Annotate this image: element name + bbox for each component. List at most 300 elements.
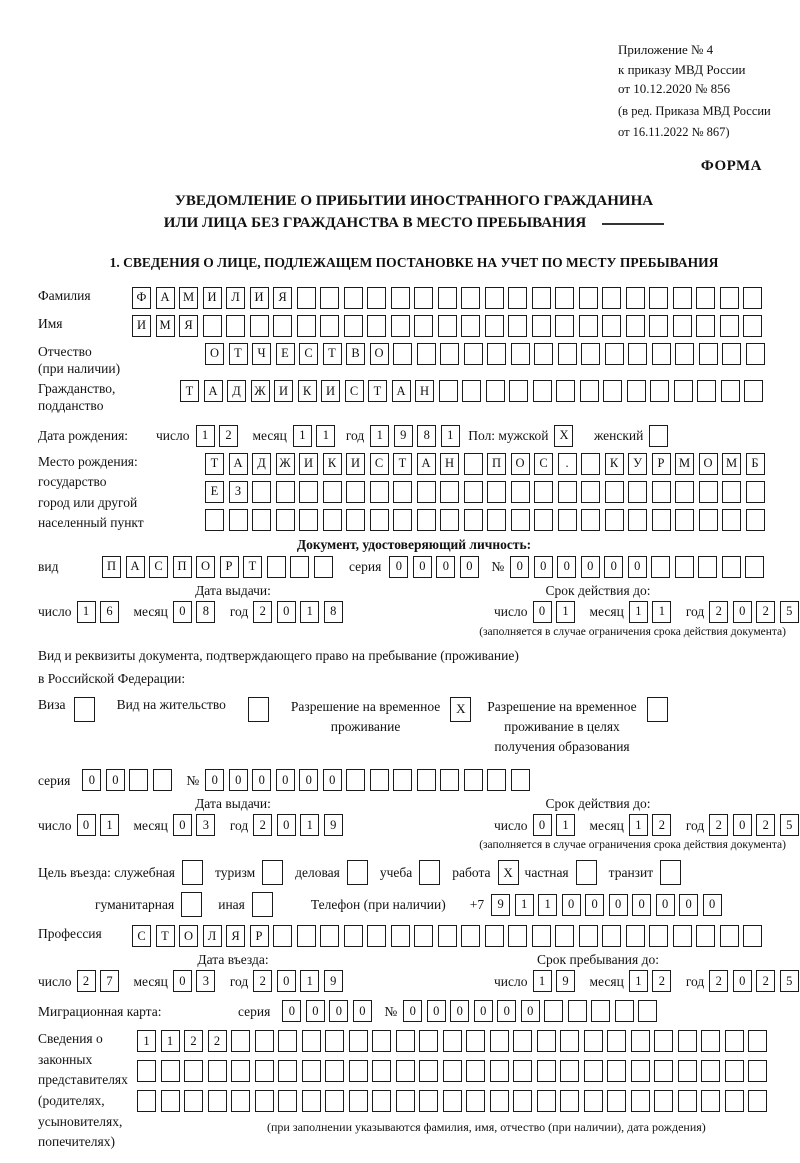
patronymic-row bbox=[38, 343, 790, 378]
form-cell bbox=[414, 925, 433, 947]
form-cell: 1 bbox=[300, 814, 319, 836]
form-cell: 0 bbox=[474, 1000, 493, 1022]
form-cell: Р bbox=[652, 453, 671, 475]
citizenship-row bbox=[38, 380, 790, 415]
form-cell: 2 bbox=[253, 970, 272, 992]
form-cell bbox=[675, 556, 694, 578]
transit-label: транзит bbox=[608, 865, 654, 881]
form-cell bbox=[184, 1090, 203, 1112]
form-cell: 0 bbox=[510, 556, 529, 578]
birth-place-block bbox=[38, 453, 790, 535]
form-cell: Я bbox=[273, 287, 292, 309]
temp-residence-option bbox=[291, 697, 471, 738]
form-cell: 0 bbox=[106, 769, 125, 791]
edu-residence-label: Разрешение на временное проживание в целях получения образования bbox=[487, 698, 637, 755]
form-cell bbox=[628, 343, 647, 365]
entry-date-label: Дата въезда: bbox=[197, 952, 269, 968]
form-cell bbox=[602, 315, 621, 337]
purpose-row-2 bbox=[38, 892, 790, 917]
form-cell bbox=[393, 509, 412, 531]
form-cell bbox=[537, 1030, 556, 1052]
tourism-label: туризм bbox=[215, 865, 256, 881]
form-cell bbox=[250, 315, 269, 337]
form-cell bbox=[534, 343, 553, 365]
sex-male-label: Пол: мужской bbox=[468, 427, 549, 443]
form-cell: 2 bbox=[709, 601, 728, 623]
phone-prefix: +7 bbox=[469, 897, 485, 913]
profession-cells bbox=[132, 925, 767, 947]
residence-valid-year bbox=[709, 814, 800, 836]
form-cell: 2 bbox=[756, 601, 775, 623]
migration-number-cells bbox=[403, 1000, 662, 1022]
form-cell bbox=[414, 287, 433, 309]
form-cell: 6 bbox=[100, 601, 119, 623]
form-cell bbox=[725, 1060, 744, 1082]
residence-permit-option bbox=[117, 697, 269, 722]
form-cell: А bbox=[156, 287, 175, 309]
form-cell bbox=[647, 697, 668, 722]
form-cell: М bbox=[722, 453, 741, 475]
form-cell: 0 bbox=[353, 1000, 372, 1022]
form-cell bbox=[346, 769, 365, 791]
form-cell bbox=[464, 509, 483, 531]
form-cell: 7 bbox=[100, 970, 119, 992]
form-cell bbox=[461, 925, 480, 947]
header-subline: (в ред. Приказа МВД России bbox=[618, 103, 771, 118]
form-cell bbox=[349, 1090, 368, 1112]
form-cell bbox=[748, 1090, 767, 1112]
form-cell bbox=[603, 380, 622, 402]
form-cell bbox=[267, 556, 286, 578]
form-cell bbox=[678, 1090, 697, 1112]
form-cell bbox=[464, 453, 483, 475]
form-cell: 0 bbox=[77, 814, 96, 836]
document-header bbox=[618, 40, 790, 142]
form-cell bbox=[391, 925, 410, 947]
form-cell: У bbox=[628, 453, 647, 475]
doc-valid-day bbox=[533, 601, 580, 623]
form-cell bbox=[297, 315, 316, 337]
form-cell bbox=[255, 1030, 274, 1052]
tourism-checkbox bbox=[262, 860, 283, 885]
form-cell bbox=[349, 1060, 368, 1082]
stay-year bbox=[709, 970, 800, 992]
birth-place-row1 bbox=[205, 453, 769, 475]
form-cell bbox=[276, 481, 295, 503]
profession-label: Профессия bbox=[38, 926, 102, 942]
form-cell bbox=[568, 1000, 587, 1022]
form-cell bbox=[302, 1030, 321, 1052]
form-cell bbox=[628, 509, 647, 531]
form-cell: 0 bbox=[562, 894, 581, 916]
form-cell: 0 bbox=[581, 556, 600, 578]
form-cell: 0 bbox=[521, 1000, 540, 1022]
form-cell bbox=[537, 1090, 556, 1112]
form-cell: Т bbox=[393, 453, 412, 475]
form-cell bbox=[696, 287, 715, 309]
form-cell bbox=[372, 1060, 391, 1082]
doc-valid-month bbox=[629, 601, 676, 623]
form-cell bbox=[698, 556, 717, 578]
form-cell bbox=[393, 343, 412, 365]
form-cell bbox=[443, 1030, 462, 1052]
purpose-label: Цель въезда: служебная bbox=[38, 865, 175, 881]
form-cell bbox=[248, 697, 269, 722]
form-cell: П bbox=[102, 556, 121, 578]
form-cell: 0 bbox=[497, 1000, 516, 1022]
form-cell: 0 bbox=[533, 814, 552, 836]
form-cell: 2 bbox=[253, 814, 272, 836]
form-cell: И bbox=[274, 380, 293, 402]
form-cell bbox=[325, 1060, 344, 1082]
form-cell: 1 bbox=[137, 1030, 156, 1052]
form-cell bbox=[487, 343, 506, 365]
form-cell bbox=[184, 1060, 203, 1082]
phone-cells bbox=[491, 894, 726, 916]
form-cell: И bbox=[132, 315, 151, 337]
form-cell bbox=[255, 1060, 274, 1082]
form-cell bbox=[534, 509, 553, 531]
name-cells bbox=[132, 315, 767, 337]
form-cell bbox=[701, 1030, 720, 1052]
form-cell bbox=[417, 343, 436, 365]
form-cell bbox=[602, 287, 621, 309]
form-cell bbox=[262, 860, 283, 885]
form-cell bbox=[654, 1030, 673, 1052]
form-cell bbox=[675, 509, 694, 531]
form-cell bbox=[675, 481, 694, 503]
form-cell: О bbox=[370, 343, 389, 365]
migration-card-row: Миграционная карта: серия 0 0 0 0 № 0 0 0 0 0 0 bbox=[38, 1000, 790, 1022]
form-cell: 0 bbox=[703, 894, 722, 916]
form-cell bbox=[417, 481, 436, 503]
form-cell: 1 bbox=[316, 425, 335, 447]
official-checkbox bbox=[182, 860, 203, 885]
form-cell: 9 bbox=[324, 814, 343, 836]
day-label: число bbox=[156, 427, 190, 443]
form-cell: 2 bbox=[253, 601, 272, 623]
form-cell: 0 bbox=[323, 769, 342, 791]
representatives-row3 bbox=[137, 1090, 772, 1112]
doc-issue-day bbox=[77, 601, 124, 623]
citizenship-cells bbox=[180, 380, 768, 402]
form-cell bbox=[628, 481, 647, 503]
form-cell bbox=[584, 1030, 603, 1052]
form-cell bbox=[581, 481, 600, 503]
form-cell: 3 bbox=[196, 814, 215, 836]
form-cell: Т bbox=[368, 380, 387, 402]
form-cell bbox=[511, 481, 530, 503]
form-cell: З bbox=[229, 481, 248, 503]
residence-type-row bbox=[38, 697, 790, 758]
form-cell: О bbox=[196, 556, 215, 578]
form-cell bbox=[513, 1030, 532, 1052]
form-cell: 2 bbox=[756, 970, 775, 992]
form-cell: Р bbox=[250, 925, 269, 947]
form-cell bbox=[615, 1000, 634, 1022]
form-cell bbox=[487, 509, 506, 531]
form-cell: 0 bbox=[277, 814, 296, 836]
purpose-row bbox=[38, 860, 790, 885]
form-cell bbox=[297, 287, 316, 309]
birth-place-cell-rows bbox=[205, 453, 769, 531]
form-cell bbox=[320, 287, 339, 309]
form-cell bbox=[153, 769, 172, 791]
form-cell: 0 bbox=[389, 556, 408, 578]
surname-label: Фамилия bbox=[38, 287, 91, 303]
visa-checkbox bbox=[74, 697, 95, 722]
year-label: год bbox=[345, 427, 365, 443]
header-line: к приказу МВД России bbox=[618, 61, 746, 77]
form-cell: А bbox=[417, 453, 436, 475]
form-cell bbox=[302, 1060, 321, 1082]
surname-cells bbox=[132, 287, 767, 309]
form-cell bbox=[208, 1090, 227, 1112]
form-cell: 0 bbox=[450, 1000, 469, 1022]
form-cell bbox=[182, 860, 203, 885]
title-line1: УВЕДОМЛЕНИЕ О ПРИБЫТИИ ИНОСТРАННОГО ГРАЖДАНИНА bbox=[174, 193, 654, 209]
form-cell bbox=[660, 860, 681, 885]
form-cell: 9 bbox=[324, 970, 343, 992]
form-cell bbox=[722, 556, 741, 578]
form-cell bbox=[699, 509, 718, 531]
form-cell bbox=[393, 769, 412, 791]
form-cell bbox=[560, 1030, 579, 1052]
form-cell: 0 bbox=[557, 556, 576, 578]
temp-residence-label: Разрешение на временное проживание bbox=[290, 698, 441, 734]
form-cell bbox=[208, 1060, 227, 1082]
form-cell bbox=[579, 925, 598, 947]
work-checkbox bbox=[498, 860, 519, 885]
form-cell: 0 bbox=[656, 894, 675, 916]
form-cell bbox=[746, 509, 765, 531]
form-cell: 8 bbox=[196, 601, 215, 623]
form-cell bbox=[439, 380, 458, 402]
form-cell: 0 bbox=[534, 556, 553, 578]
form-cell: 1 bbox=[441, 425, 460, 447]
form-cell: И bbox=[203, 287, 222, 309]
form-cell bbox=[673, 287, 692, 309]
form-cell bbox=[367, 287, 386, 309]
name-row bbox=[38, 315, 790, 337]
form-cell: О bbox=[699, 453, 718, 475]
page-title bbox=[38, 191, 790, 235]
form-cell: 0 bbox=[277, 970, 296, 992]
form-cell bbox=[464, 481, 483, 503]
form-cell: 2 bbox=[652, 970, 671, 992]
form-cell bbox=[419, 1090, 438, 1112]
form-cell bbox=[461, 287, 480, 309]
form-cell bbox=[649, 287, 668, 309]
residence-valid-day bbox=[533, 814, 580, 836]
form-cell bbox=[391, 315, 410, 337]
form-cell bbox=[649, 315, 668, 337]
form-cell bbox=[638, 1000, 657, 1022]
form-cell bbox=[278, 1030, 297, 1052]
form-cell bbox=[205, 509, 224, 531]
form-cell bbox=[675, 343, 694, 365]
form-cell bbox=[626, 287, 645, 309]
form-cell bbox=[605, 481, 624, 503]
form-cell bbox=[744, 380, 763, 402]
doc-issue-group: Дата выдачи: число 1 6 месяц 0 8 год 2 0 1 8 bbox=[38, 583, 428, 623]
representatives-row2 bbox=[137, 1060, 772, 1082]
form-cell bbox=[556, 380, 575, 402]
form-cell: 0 bbox=[733, 814, 752, 836]
form-cell bbox=[161, 1060, 180, 1082]
form-cell bbox=[486, 380, 505, 402]
form-cell: 2 bbox=[709, 814, 728, 836]
form-cell: 0 bbox=[173, 601, 192, 623]
form-cell bbox=[462, 380, 481, 402]
representatives-cell-rows bbox=[137, 1030, 772, 1153]
stay-until-label: Срок пребывания до: bbox=[537, 952, 659, 968]
form-cell: И bbox=[299, 453, 318, 475]
form-cell: Б bbox=[746, 453, 765, 475]
form-cell: Ф bbox=[132, 287, 151, 309]
study-label: учеба bbox=[379, 865, 413, 881]
form-cell bbox=[745, 556, 764, 578]
form-cell bbox=[273, 925, 292, 947]
form-cell: 9 bbox=[394, 425, 413, 447]
form-cell: Е bbox=[205, 481, 224, 503]
citizenship-label: Гражданство, подданство bbox=[38, 381, 116, 414]
form-cell: Т bbox=[243, 556, 262, 578]
surname-row bbox=[38, 287, 790, 309]
form-cell bbox=[440, 481, 459, 503]
residence-dates bbox=[38, 796, 793, 836]
form-cell bbox=[129, 769, 148, 791]
form-cell bbox=[537, 1060, 556, 1082]
form-cell bbox=[252, 892, 273, 917]
form-cell: 5 bbox=[780, 970, 799, 992]
form-cell: А bbox=[229, 453, 248, 475]
form-cell bbox=[558, 343, 577, 365]
form-cell: С bbox=[370, 453, 389, 475]
form-cell bbox=[466, 1030, 485, 1052]
form-cell bbox=[344, 287, 363, 309]
form-cell bbox=[370, 509, 389, 531]
form-cell bbox=[372, 1030, 391, 1052]
stay-day bbox=[533, 970, 580, 992]
form-cell bbox=[290, 556, 309, 578]
form-cell: 5 bbox=[780, 601, 799, 623]
form-cell: 1 bbox=[370, 425, 389, 447]
form-cell: Т bbox=[323, 343, 342, 365]
birth-date-row bbox=[38, 425, 790, 447]
form-cell: М bbox=[156, 315, 175, 337]
form-cell bbox=[419, 1030, 438, 1052]
form-cell: X bbox=[450, 697, 471, 722]
birth-month-cells bbox=[293, 425, 340, 447]
sex-male-checkbox bbox=[554, 425, 578, 447]
birth-place-row2 bbox=[205, 481, 769, 503]
form-cell: П bbox=[487, 453, 506, 475]
form-cell bbox=[231, 1060, 250, 1082]
form-cell bbox=[721, 380, 740, 402]
form-cell bbox=[607, 1090, 626, 1112]
form-cell bbox=[511, 509, 530, 531]
entry-dates bbox=[38, 952, 793, 992]
form-cell: 0 bbox=[460, 556, 479, 578]
form-cell bbox=[560, 1090, 579, 1112]
form-cell bbox=[678, 1030, 697, 1052]
form-cell bbox=[299, 481, 318, 503]
form-cell: 0 bbox=[277, 601, 296, 623]
form-cell bbox=[652, 481, 671, 503]
form-cell bbox=[720, 315, 739, 337]
form-cell: 0 bbox=[205, 769, 224, 791]
form-cell: Л bbox=[203, 925, 222, 947]
form-cell bbox=[278, 1060, 297, 1082]
form-cell: И bbox=[250, 287, 269, 309]
form-cell: Р bbox=[220, 556, 239, 578]
form-cell: Т bbox=[180, 380, 199, 402]
form-cell bbox=[346, 481, 365, 503]
migration-series-cells bbox=[282, 1000, 376, 1022]
doc-series-cells bbox=[389, 556, 483, 578]
form-cell bbox=[674, 380, 693, 402]
residence-issue-month bbox=[173, 814, 220, 836]
form-cell bbox=[652, 509, 671, 531]
form-cell bbox=[649, 425, 668, 447]
form-cell bbox=[372, 1090, 391, 1112]
form-cell: 1 bbox=[556, 601, 575, 623]
form-cell: А bbox=[126, 556, 145, 578]
form-cell: И bbox=[321, 380, 340, 402]
form-cell bbox=[396, 1060, 415, 1082]
form-cell: 2 bbox=[709, 970, 728, 992]
form-cell: 9 bbox=[491, 894, 510, 916]
residence-permit-checkbox bbox=[248, 697, 269, 722]
visa-label: Виза bbox=[38, 696, 66, 712]
form-cell bbox=[443, 1090, 462, 1112]
migration-card-label: Миграционная карта: bbox=[38, 1003, 162, 1019]
form-cell: Я bbox=[179, 315, 198, 337]
birth-place-row3 bbox=[205, 509, 769, 531]
form-cell: 2 bbox=[652, 814, 671, 836]
form-cell: С bbox=[345, 380, 364, 402]
form-cell: М bbox=[675, 453, 694, 475]
header-line: Приложение № 4 bbox=[618, 42, 714, 57]
form-cell bbox=[344, 925, 363, 947]
form-cell: С bbox=[149, 556, 168, 578]
form-cell bbox=[370, 481, 389, 503]
form-cell bbox=[748, 1030, 767, 1052]
form-cell: 0 bbox=[229, 769, 248, 791]
entry-month bbox=[173, 970, 220, 992]
form-cell bbox=[509, 380, 528, 402]
form-cell bbox=[534, 481, 553, 503]
form-cell: 8 bbox=[417, 425, 436, 447]
form-cell: 0 bbox=[276, 769, 295, 791]
entry-date-group: Дата въезда: число 2 7 месяц 0 3 год 2 0 1 9 bbox=[38, 952, 428, 992]
form-cell: К bbox=[298, 380, 317, 402]
form-cell bbox=[508, 315, 527, 337]
form-cell bbox=[626, 315, 645, 337]
form-cell bbox=[725, 1030, 744, 1052]
form-cell bbox=[464, 343, 483, 365]
form-cell bbox=[725, 1090, 744, 1112]
form-cell: П bbox=[173, 556, 192, 578]
form-cell: О bbox=[179, 925, 198, 947]
form-cell bbox=[417, 769, 436, 791]
number-label: № bbox=[491, 559, 505, 575]
form-cell bbox=[419, 1060, 438, 1082]
form-cell bbox=[299, 509, 318, 531]
birth-year-cells bbox=[370, 425, 464, 447]
residence-number-cells bbox=[205, 769, 534, 791]
